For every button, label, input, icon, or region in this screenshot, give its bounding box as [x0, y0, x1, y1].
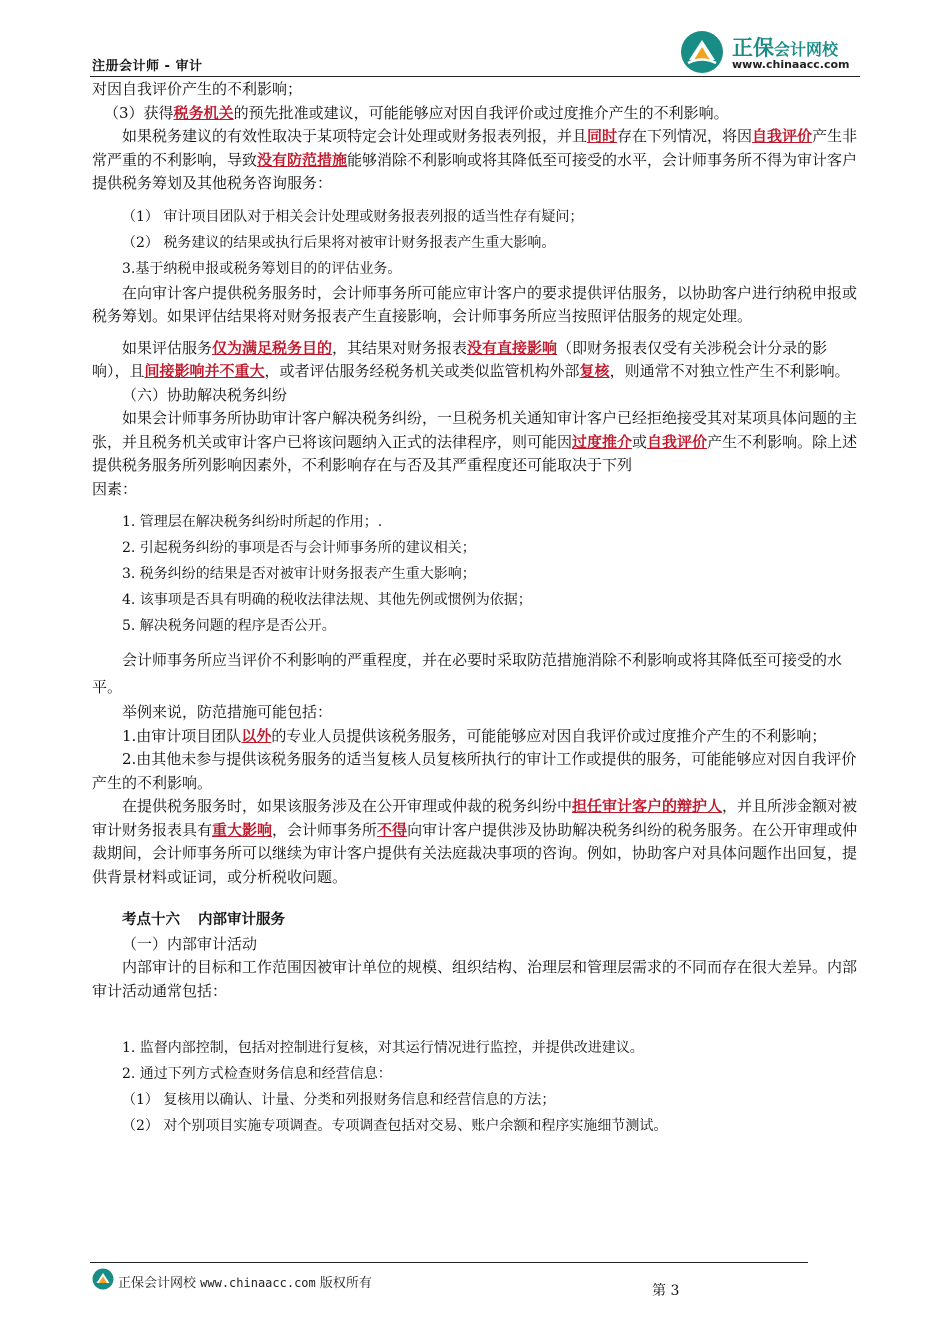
footer-url[interactable]: www.chinaacc.com	[200, 1276, 316, 1290]
paragraph: 对因自我评价产生的不利影响；	[92, 80, 303, 98]
paragraph: （3）获得税务机关的预先批准或建议，可能能够应对因自我评价或过度推介产生的不利影响。	[104, 103, 729, 122]
list-item: 1. 监督内部控制，包括对控制进行复核，对其运行情况进行监控，并提供改进建议。	[122, 1040, 644, 1056]
list-item: 3.基于纳税申报或税务筹划目的的评估业务。	[122, 260, 402, 277]
paragraph: 内部审计的目标和工作范围因被审计单位的规模、组织结构、治理层和管理层需求的不同而存在很大差异。内部审计活动通常包括：	[92, 958, 858, 1000]
footer-text: 正保会计网校 www.chinaacc.com 版权所有	[118, 1276, 372, 1291]
paragraph: 在向审计客户提供税务服务时，会计师事务所可能应审计客户的要求提供评估服务，以协助客户进行纳税申报或税务筹划。如果评估结果将对财务报表产生直接影响，会计师事务所应当按照评估服务的规定处理。	[92, 283, 858, 325]
paragraph: 2.由其他未参与提供该税务服务的适当复核人员复核所执行的审计工作或提供的服务，可能能够应对因自我评价产生的不利影响。	[92, 750, 857, 792]
brand-logo[interactable]	[680, 24, 870, 74]
subheading: （一）内部审计活动	[122, 934, 258, 953]
list-item: （1） 审计项目团队对于相关会计处理或财务报表列报的适当性存有疑问；	[122, 208, 584, 225]
paragraph: 如果会计师事务所协助审计客户解决税务纠纷，一旦税务机关通知审计客户已经拒绝接受其对某项具体问题的主张，并且税务机关或审计客户已将该问题纳入正式的法律程序，则可能因过度推介或自我评价产生不利影响。除上述提供税务服务所列影响因素外，不利影响存在与否及其严重程度还可能取决于下列	[92, 409, 858, 474]
paragraph: 1.由审计项目团队以外的专业人员提供该税务服务，可能能够应对因自我评价或过度推介产生的不利影响；	[122, 726, 827, 745]
header-title: 注册会计师 - 审计	[92, 59, 203, 74]
list-item: 5. 解决税务问题的程序是否公开。	[122, 618, 336, 634]
logo-text: 正保会计网校	[732, 36, 839, 60]
logo-url: www.chinaacc.com	[732, 58, 850, 71]
paragraph: 举例来说，防范措施可能包括：	[122, 703, 333, 721]
list-item: （2） 对个别项目实施专项调查。专项调查包括对交易、账户余额和程序实施细节测试。	[122, 1118, 668, 1134]
paragraph: 如果税务建议的有效性取决于某项特定会计处理或财务报表列报，并且同时存在下列情况，将因自我评价产生非常严重的不利影响，导致没有防范措施能够消除不利影响或将其降低至可接受的水平，会计师事务所不得为审计客户提供税务筹划及其他税务咨询服务：	[92, 127, 858, 192]
footer-rule	[90, 1262, 808, 1263]
paragraph: 在提供税务服务时，如果该服务涉及在公开审理或仲裁的税务纠纷中担任审计客户的辩护人，并且所涉金额对被审计财务报表具有重大影响，会计师事务所不得向审计客户提供涉及协助解决税务纠纷的税务服务。在公开审理或仲裁期间，会计师事务所可以继续为审计客户提供有关法庭裁决事项的咨询。例如，协助客户对具体问题作出回复，提供背景材料或证词，或分析税收问题。	[92, 797, 858, 886]
list-item: （2） 税务建议的结果或执行后果将对被审计财务报表产生重大影响。	[122, 234, 556, 251]
list-item: 2. 引起税务纠纷的事项是否与会计师事务所的建议相关；	[122, 540, 476, 556]
list-item: 1. 管理层在解决税务纠纷时所起的作用；.	[122, 514, 383, 530]
section-heading: 考点十六 内部审计服务	[122, 912, 285, 928]
logo-emblem-icon	[680, 30, 724, 74]
list-item: 2. 通过下列方式检查财务信息和经营信息：	[122, 1066, 392, 1082]
list-item: 3. 税务纠纷的结果是否对被审计财务报表产生重大影响；	[122, 566, 476, 582]
header-rule	[90, 76, 860, 77]
footer-logo-icon	[92, 1268, 114, 1290]
paragraph: 会计师事务所应当评价不利影响的严重程度，并在必要时采取防范措施消除不利影响或将其降低至可接受的水平。	[92, 651, 843, 696]
page-number: 第 3	[652, 1283, 680, 1299]
subheading: （六）协助解决税务纠纷	[122, 385, 288, 404]
document-body	[92, 78, 862, 1139]
paragraph: 如果评估服务仅为满足税务目的，其结果对财务报表没有直接影响（即财务报表仅受有关涉税会计分录的影响），且间接影响并不重大，或者评估服务经税务机关或类似监管机构外部复核，则通常不对独立性产生不利影响。	[92, 338, 850, 380]
list-item: （1） 复核用以确认、计量、分类和列报财务信息和经营信息的方法；	[122, 1092, 556, 1108]
list-item: 4. 该事项是否具有明确的税收法律法规、其他先例或惯例为依据；	[122, 592, 532, 608]
paragraph: 因素：	[92, 479, 138, 498]
